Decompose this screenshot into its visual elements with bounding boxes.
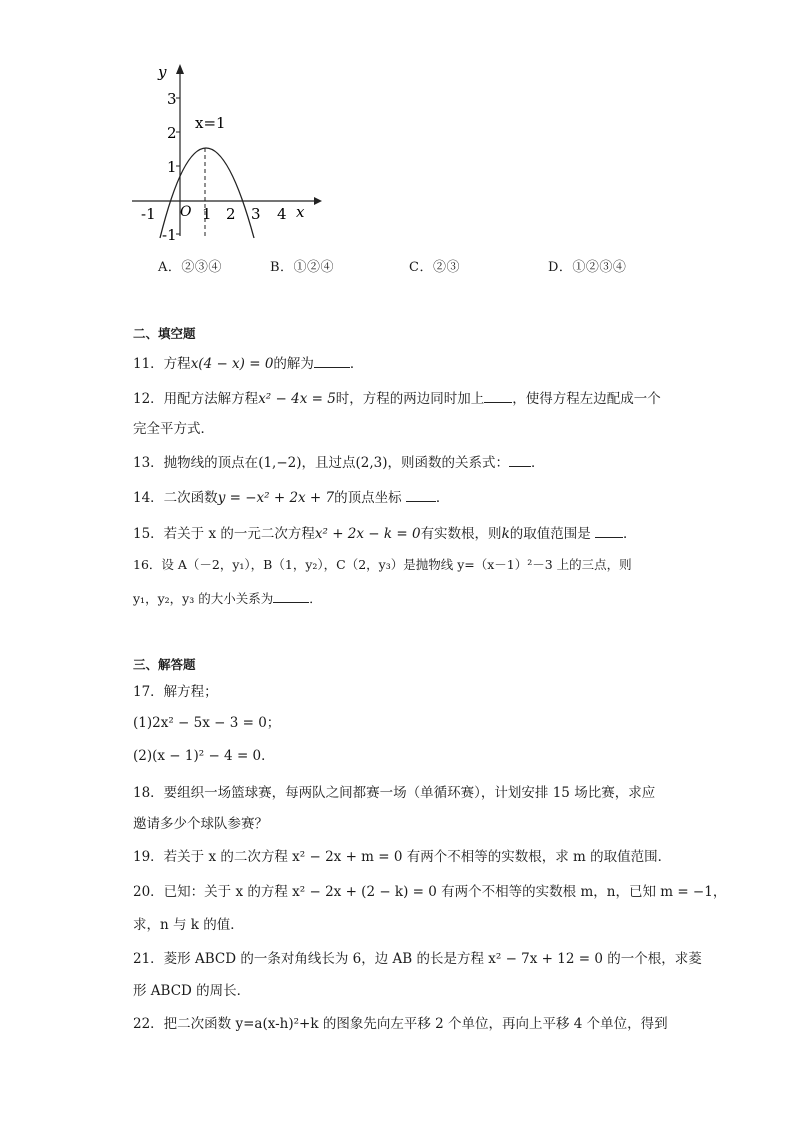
section-title-fill-blank: 二、填空题	[133, 326, 196, 341]
symmetry-label: x=1	[195, 114, 226, 132]
answer-blank[interactable]	[484, 390, 512, 403]
question-17: 17．解方程；	[133, 684, 218, 700]
question-19: 19．若关于 x 的二次方程 x² − 2x + m = 0 有两个不相等的实数根，求 m 的取值范围．	[133, 849, 672, 865]
parabola-graph	[128, 58, 328, 248]
y-tick-3: 3	[167, 90, 177, 108]
question-15: 15．若关于 x 的一元二次方程x² + 2x − k = 0有实数根，则k的取值范围是 ．	[133, 526, 637, 542]
question-22: 22．把二次函数 y=a(x-h)²+k 的图象先向左平移 2 个单位，再向上平移 4 个单位，得到	[133, 1016, 668, 1032]
option-d[interactable]: D．①②③④	[548, 260, 627, 275]
x-tick-4: 4	[277, 205, 287, 223]
question-21: 21．菱形 ABCD 的一条对角线长为 6，边 AB 的长是方程 x² − 7x + 12 = 0 的一个根，求菱	[133, 951, 702, 967]
x-tick-3: 3	[251, 205, 261, 223]
option-a[interactable]: A．②③④	[158, 260, 222, 275]
answer-blank[interactable]	[595, 525, 623, 538]
option-b[interactable]: B．①②④	[270, 260, 335, 275]
x-tick-neg1: -1	[141, 205, 156, 223]
x-tick-2: 2	[226, 205, 236, 223]
question-18-line2: 邀请多少个球队参赛？	[133, 816, 268, 832]
y-tick-1: 1	[167, 158, 177, 176]
x-tick-1: 1	[202, 205, 212, 223]
answer-blank[interactable]	[406, 489, 436, 502]
answer-blank[interactable]	[273, 590, 309, 603]
question-20-line2: 求，n 与 k 的值．	[133, 917, 244, 933]
question-16: 16．设 A（－2，y₁），B（1，y₂），C（2，y₃）是抛物线 y=（x－1）²－3 上的三点，则	[133, 557, 632, 572]
origin-label: O	[180, 204, 192, 220]
question-14: 14．二次函数y = −x² + 2x + 7的顶点坐标 ．	[133, 490, 450, 506]
section-title-answer: 三、解答题	[133, 657, 196, 672]
y-axis-label: y	[158, 63, 167, 81]
answer-blank[interactable]	[509, 454, 531, 467]
y-axis-arrow	[176, 64, 184, 74]
x-axis-arrow	[314, 197, 322, 205]
question-17-part2: (2)(x − 1)² − 4 = 0．	[133, 748, 275, 764]
question-17-part1: (1)2x² − 5x − 3 = 0；	[133, 715, 281, 731]
question-11: 11．方程x(4 − x) = 0的解为 ．	[133, 356, 364, 372]
question-16-line2: y₁，y₂，y₃ 的大小关系为 ．	[133, 591, 322, 606]
question-12-line2: 完全平方式．	[133, 421, 214, 437]
question-20: 20．已知：关于 x 的方程 x² − 2x + (2 − k) = 0 有两个不相等的实数根 m，n，已知 m = −1，	[133, 884, 727, 900]
question-12: 12．用配方法解方程x² − 4x = 5时，方程的两边同时加上 ，使得方程左边配成一个	[133, 391, 661, 407]
option-c[interactable]: C．②③	[409, 260, 460, 275]
question-18: 18．要组织一场篮球赛，每两队之间都赛一场（单循环赛），计划安排 15 场比赛，求应	[133, 785, 656, 801]
question-21-line2: 形 ABCD 的周长．	[133, 983, 251, 999]
y-tick-neg1: -1	[162, 226, 177, 244]
answer-blank[interactable]	[314, 355, 350, 368]
y-tick-2: 2	[167, 124, 177, 142]
x-axis-label: x	[296, 203, 305, 221]
question-13: 13．抛物线的顶点在(1,−2)，且过点(2,3)，则函数的关系式： ．	[133, 455, 545, 471]
